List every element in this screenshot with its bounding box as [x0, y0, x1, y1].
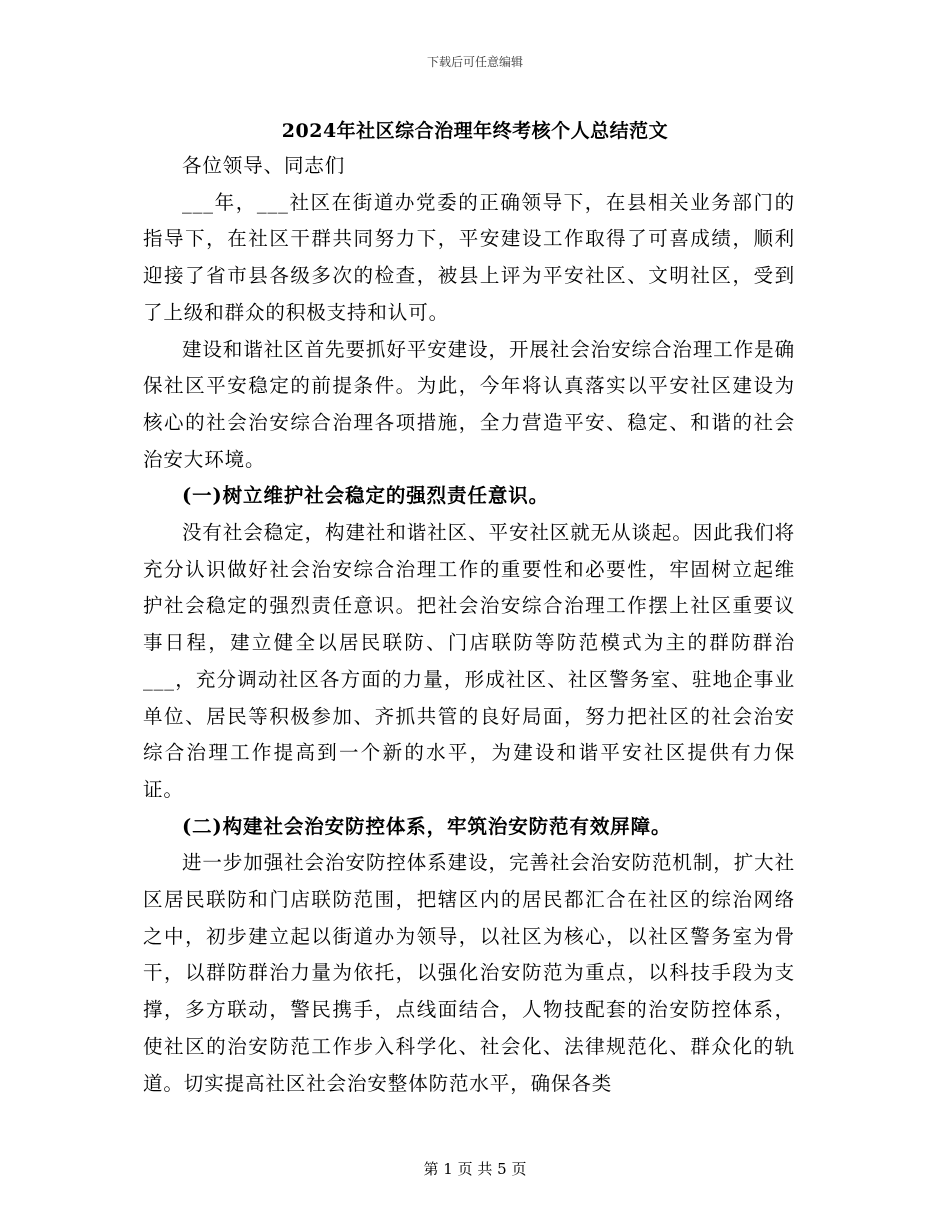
section-body-1: 没有社会稳定，构建社和谐社区、平安社区就无从谈起。因此我们将充分认识做好社会治安综合治理工作的重要性和必要性，牢固树立起维护社会稳定的强烈责任意识。把社会治安综合治理工作摆上社区重要议事日程，建立健全以居民联防、门店联防等防范模式为主的群防群治___，充分调动社区各方面的力量，形成社区、社区警务室、驻地企事业单位、居民等积极参加、齐抓共管的良好局面，努力把社区的社会治安综合治理工作提高到一个新的水平，为建设和谐平安社区提供有力保证。: [143, 521, 795, 801]
document-title: 2024年社区综合治理年终考核个人总结范文: [281, 120, 669, 142]
paragraph-purpose: 建设和谐社区首先要抓好平安建设，开展社会治安综合治理工作是确保社区平安稳定的前提条件。为此，今年将认真落实以平安社区建设为核心的社会治安综合治理各项措施，全力营造平安、稳定、和谐的社会治安大环境。: [143, 337, 795, 471]
section-heading-2: (二)构建社会治安防控体系，牢筑治安防范有效屏障。: [182, 814, 672, 838]
document-body: [143, 148, 795, 1102]
section-heading-1: (一)树立维护社会稳定的强烈责任意识。: [182, 484, 550, 508]
section-body-2: 进一步加强社会治安防控体系建设，完善社会治安防范机制，扩大社区居民联防和门店联防范围，把辖区内的居民都汇合在社区的综治网络之中，初步建立起以街道办为领导，以社区为核心，以社区警务室为骨干，以群防群治力量为依托，以强化治安防范为重点，以科技手段为支撑，多方联动，警民携手，点线面结合，人物技配套的治安防控体系，使社区的治安防范工作步入科学化、社会化、法律规范化、群众化的轨道。切实提高社区社会治安整体防范水平，确保各类: [143, 851, 795, 1095]
page-footer: 第 1 页 共 5 页: [423, 1160, 527, 1178]
paragraph-intro: ___年，___社区在街道办党委的正确领导下，在县相关业务部门的指导下，在社区干群共同努力下，平安建设工作取得了可喜成绩，顺利迎接了省市县各级多次的检查，被县上评为平安社区、文明社区，受到了上级和群众的积极支持和认可。: [143, 190, 795, 324]
salutation: 各位领导、同志们: [182, 154, 346, 177]
page-header: 下载后可任意编辑: [426, 55, 523, 69]
